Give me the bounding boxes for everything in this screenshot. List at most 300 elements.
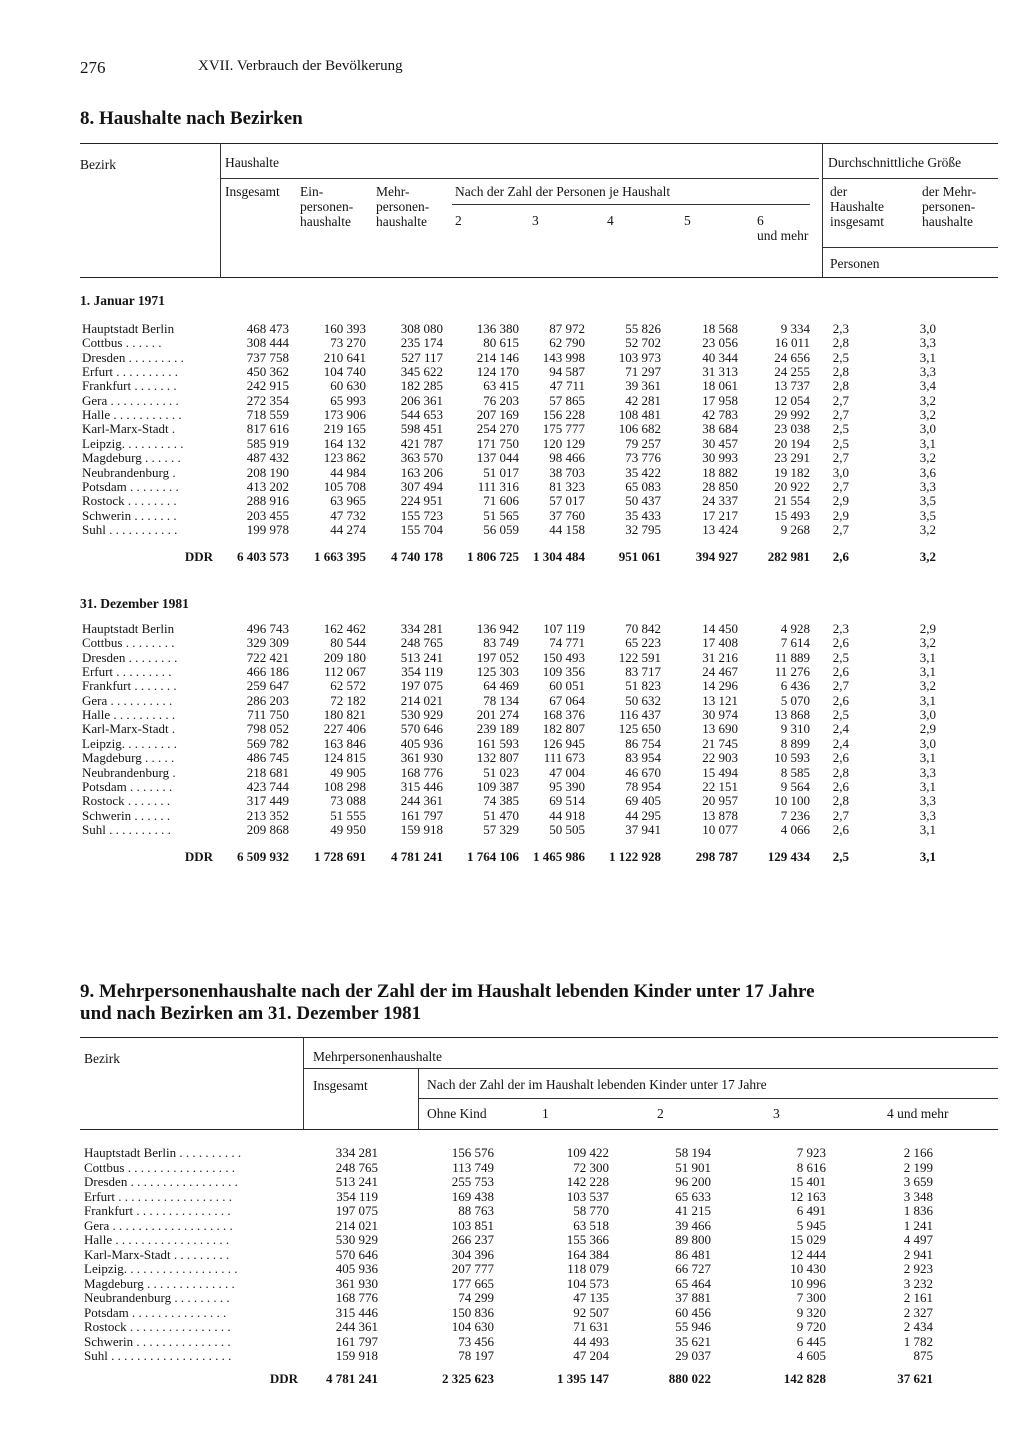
- cell-value: 2,6: [832, 778, 849, 794]
- bezirk-name: Erfurt . . . . . . . . . .: [82, 364, 179, 380]
- cell-value: 164 384: [566, 1246, 609, 1262]
- cell-value: 104 573: [566, 1275, 609, 1291]
- cell-value: 50 505: [549, 821, 585, 837]
- cell-value: 3,3: [919, 364, 936, 380]
- bezirk-name: Schwerin . . . . . .: [82, 807, 171, 823]
- cell-value: 35 422: [625, 464, 661, 480]
- bezirk-name: Frankfurt . . . . . . .: [82, 378, 177, 394]
- cell-value: 83 954: [625, 750, 661, 766]
- cell-value: 334 281: [335, 1145, 378, 1160]
- cell-value: 468 473: [246, 321, 289, 336]
- cell-value: 24 467: [702, 664, 738, 680]
- table8-header-bottom-rule: [80, 277, 998, 278]
- cell-value: 3,1: [919, 692, 936, 708]
- bezirk-name: Magdeburg . . . . . .: [82, 450, 181, 466]
- cell-value: 13 424: [702, 521, 738, 537]
- cell-value: 2,5: [832, 421, 849, 437]
- cell-value: 9 720: [796, 1319, 826, 1334]
- cell-value: 76 203: [483, 392, 519, 408]
- cell-value: 37 881: [675, 1290, 711, 1305]
- cell-value: 3,0: [919, 421, 936, 437]
- cell-value: 218 681: [246, 764, 289, 780]
- cell-value: 70 842: [625, 621, 661, 636]
- cell-value: 9 268: [780, 521, 810, 537]
- total-row: [0, 850, 1024, 864]
- cell-value: 35 433: [625, 507, 661, 523]
- cell-value: 65 223: [625, 635, 661, 651]
- table8-header-p2: 2: [455, 213, 462, 228]
- table-row: [0, 722, 1024, 736]
- table9-header-ohne-kind: Ohne Kind: [427, 1106, 487, 1121]
- cell-value: 248 765: [400, 635, 443, 651]
- cell-value: 18 061: [702, 378, 738, 394]
- cell-value: 361 930: [400, 750, 443, 766]
- cell-value: 168 776: [335, 1290, 378, 1305]
- cell-value: 13 878: [702, 807, 738, 823]
- cell-value: 3,2: [919, 635, 936, 651]
- cell-value: 315 446: [400, 778, 443, 794]
- cell-value: 74 299: [458, 1290, 494, 1305]
- table-row: [0, 451, 1024, 465]
- bezirk-name: Suhl . . . . . . . . . . .: [82, 521, 178, 537]
- cell-value: 15 493: [774, 507, 810, 523]
- cell-value: 513 241: [400, 649, 443, 665]
- cell-value: 9 564: [780, 778, 810, 794]
- cell-value: 30 993: [702, 450, 738, 466]
- table-row: [0, 1248, 1024, 1262]
- cell-value: 2,8: [832, 793, 849, 809]
- cell-value: 3,2: [919, 521, 936, 537]
- table8-section-label: 31. Dezember 1981: [80, 596, 189, 611]
- cell-value: 405 936: [335, 1261, 378, 1276]
- cell-value: 4 740 178: [391, 549, 443, 564]
- cell-value: 94 587: [549, 364, 585, 380]
- cell-value: 345 622: [400, 364, 443, 380]
- cell-value: 2,9: [919, 621, 936, 636]
- cell-value: 65 633: [675, 1188, 711, 1204]
- cell-value: 304 396: [451, 1246, 494, 1262]
- table-row: [0, 1161, 1024, 1175]
- table-row: [0, 1262, 1024, 1276]
- cell-value: 78 954: [625, 778, 661, 794]
- cell-value: 47 732: [330, 507, 366, 523]
- cell-value: 239 189: [476, 721, 519, 737]
- cell-value: 450 362: [246, 364, 289, 380]
- cell-value: 951 061: [618, 549, 661, 564]
- cell-value: 60 051: [549, 678, 585, 694]
- cell-value: 31 313: [702, 364, 738, 380]
- bezirk-name: Potsdam . . . . . . . .: [82, 478, 179, 494]
- cell-value: 3,1: [919, 349, 936, 365]
- cell-value: 28 850: [702, 478, 738, 494]
- cell-value: 2,8: [832, 378, 849, 394]
- cell-value: 17 408: [702, 635, 738, 651]
- cell-value: 111 316: [477, 478, 519, 494]
- table-row: [0, 823, 1024, 837]
- cell-value: 2,6: [832, 549, 849, 564]
- cell-value: 7 923: [796, 1145, 826, 1160]
- cell-value: 11 889: [774, 649, 810, 665]
- cell-value: 51 901: [675, 1159, 711, 1175]
- cell-value: 66 727: [675, 1261, 711, 1276]
- cell-value: 9 320: [796, 1304, 826, 1320]
- bezirk-name: Erfurt . . . . . . . . .: [82, 664, 172, 680]
- table-row: [0, 636, 1024, 650]
- cell-value: 288 916: [246, 493, 289, 509]
- cell-value: 3,1: [919, 750, 936, 766]
- table8-header-bezirk: Bezirk: [80, 157, 116, 172]
- cell-value: 14 450: [702, 621, 738, 636]
- cell-value: 20 922: [774, 478, 810, 494]
- cell-value: 1 836: [903, 1203, 933, 1218]
- cell-value: 3,1: [919, 849, 936, 864]
- cell-value: 124 170: [476, 364, 519, 380]
- cell-value: 125 303: [476, 664, 519, 680]
- cell-value: 206 361: [400, 392, 443, 408]
- cell-value: 20 957: [702, 793, 738, 809]
- bezirk-name: Halle . . . . . . . . . . .: [82, 407, 182, 423]
- cell-value: 2,5: [832, 435, 849, 451]
- cell-value: 71 631: [573, 1319, 609, 1334]
- cell-value: 235 174: [400, 335, 443, 351]
- cell-value: 125 650: [618, 721, 661, 737]
- cell-value: 11 276: [774, 664, 810, 680]
- cell-value: 1 122 928: [609, 849, 661, 864]
- bezirk-name: Leipzig. . . . . . . . .: [82, 735, 177, 751]
- table8-header-divider: [220, 143, 221, 277]
- table9-header-bezirk: Bezirk: [84, 1051, 120, 1066]
- cell-value: 109 387: [476, 778, 519, 794]
- cell-value: 10 996: [790, 1275, 826, 1291]
- table9-header-insgesamt: Insgesamt: [313, 1078, 368, 1093]
- table8-header-haushalte: Haushalte: [225, 155, 279, 170]
- cell-value: 86 754: [625, 735, 661, 751]
- cell-value: 64 469: [483, 678, 519, 694]
- cell-value: 423 744: [246, 778, 289, 794]
- cell-value: 3,3: [919, 764, 936, 780]
- cell-value: 15 029: [790, 1232, 826, 1247]
- cell-value: 199 978: [246, 521, 289, 537]
- table-row: [0, 1219, 1024, 1233]
- cell-value: 169 438: [451, 1188, 494, 1204]
- table9-top-rule: [80, 1037, 998, 1038]
- cell-value: 3,3: [919, 807, 936, 823]
- table9-header-rule: [304, 1068, 998, 1069]
- cell-value: 112 067: [324, 664, 366, 680]
- cell-value: 2 161: [903, 1290, 933, 1305]
- cell-value: 51 470: [483, 807, 519, 823]
- cell-value: 137 044: [476, 450, 519, 466]
- cell-value: 65 083: [625, 478, 661, 494]
- table8-header-divider: [822, 143, 823, 277]
- cell-value: 38 684: [702, 421, 738, 437]
- bezirk-name: Erfurt . . . . . . . . . . . . . . . . . .: [84, 1188, 233, 1204]
- cell-value: 39 361: [625, 378, 661, 394]
- cell-value: 124 815: [323, 750, 366, 766]
- cell-value: 197 052: [476, 649, 519, 665]
- cell-value: 307 494: [400, 478, 443, 494]
- cell-value: 2,7: [832, 407, 849, 423]
- cell-value: 103 537: [566, 1188, 609, 1204]
- cell-value: 3 659: [903, 1174, 933, 1189]
- cell-value: 2,8: [832, 764, 849, 780]
- cell-value: 224 951: [400, 493, 443, 509]
- cell-value: 3,3: [919, 793, 936, 809]
- cell-value: 18 568: [702, 321, 738, 336]
- cell-value: 214 021: [335, 1217, 378, 1233]
- cell-value: 57 329: [483, 821, 519, 837]
- cell-value: 29 037: [675, 1348, 711, 1363]
- cell-value: 209 180: [323, 649, 366, 665]
- cell-value: 105 708: [323, 478, 366, 494]
- cell-value: 108 298: [323, 778, 366, 794]
- cell-value: 168 376: [542, 707, 585, 723]
- cell-value: 4 928: [780, 621, 810, 636]
- cell-value: 58 194: [675, 1145, 711, 1160]
- cell-value: 3,1: [919, 821, 936, 837]
- cell-value: 6 445: [796, 1333, 826, 1349]
- bezirk-name: Magdeburg . . . . . . . . . . . . . .: [84, 1275, 235, 1291]
- cell-value: 334 281: [400, 621, 443, 636]
- cell-value: 3,0: [919, 707, 936, 723]
- table8-header-mehrpersonen: Mehr- personen- haushalte: [376, 184, 430, 229]
- cell-value: 2,6: [832, 750, 849, 766]
- table-row: [0, 1277, 1024, 1291]
- cell-value: 3,5: [919, 507, 936, 523]
- table-row: [0, 751, 1024, 765]
- cell-value: 486 745: [246, 750, 289, 766]
- cell-value: 142 828: [783, 1371, 826, 1386]
- cell-value: 10 100: [774, 793, 810, 809]
- cell-value: 182 807: [542, 721, 585, 737]
- cell-value: 2 199: [903, 1159, 933, 1175]
- cell-value: 37 941: [625, 821, 661, 837]
- cell-value: 56 059: [483, 521, 519, 537]
- cell-value: 4 781 241: [326, 1371, 378, 1386]
- table8-title: 8. Haushalte nach Bezirken: [80, 108, 303, 129]
- cell-value: 496 743: [246, 621, 289, 636]
- cell-value: 67 064: [549, 692, 585, 708]
- bezirk-name: Magdeburg . . . . .: [82, 750, 175, 766]
- table8-header-insgesamt: Insgesamt: [225, 184, 280, 199]
- cell-value: 2,7: [832, 478, 849, 494]
- bezirk-name: Cottbus . . . . . .: [82, 335, 162, 351]
- cell-value: 2,6: [832, 692, 849, 708]
- chapter-title: XVII. Verbrauch der Bevölkerung: [198, 58, 403, 74]
- cell-value: 880 022: [668, 1371, 711, 1386]
- cell-value: 44 295: [625, 807, 661, 823]
- cell-value: 71 297: [625, 364, 661, 380]
- bezirk-name: Dresden . . . . . . . . . . . . . . . . .: [84, 1174, 238, 1189]
- cell-value: 155 704: [400, 521, 443, 537]
- cell-value: 89 800: [675, 1232, 711, 1247]
- cell-value: 2,5: [832, 849, 849, 864]
- cell-value: 136 380: [476, 321, 519, 336]
- cell-value: 585 919: [246, 435, 289, 451]
- cell-value: 63 518: [573, 1217, 609, 1233]
- cell-value: 1 465 986: [533, 849, 585, 864]
- cell-value: 98 466: [549, 450, 585, 466]
- cell-value: 23 291: [774, 450, 810, 466]
- cell-value: 73 456: [458, 1333, 494, 1349]
- cell-value: 4 066: [780, 821, 810, 837]
- cell-value: 308 080: [400, 321, 443, 336]
- cell-value: 1 764 106: [467, 849, 519, 864]
- cell-value: 12 054: [774, 392, 810, 408]
- cell-value: 3,1: [919, 649, 936, 665]
- cell-value: 40 344: [702, 349, 738, 365]
- cell-value: 44 493: [573, 1333, 609, 1349]
- cell-value: 177 665: [451, 1275, 494, 1291]
- cell-value: 42 281: [625, 392, 661, 408]
- table9-header-k4: 4 und mehr: [887, 1106, 949, 1121]
- cell-value: 104 740: [323, 364, 366, 380]
- cell-value: 286 203: [246, 692, 289, 708]
- cell-value: 2,3: [832, 321, 849, 336]
- cell-value: 2,6: [832, 664, 849, 680]
- cell-value: 9 310: [780, 721, 810, 737]
- cell-value: 207 169: [476, 407, 519, 423]
- table-row: [0, 365, 1024, 379]
- table9-header-rule: [419, 1098, 998, 1099]
- cell-value: 1 241: [903, 1217, 933, 1233]
- cell-value: 272 354: [246, 392, 289, 408]
- cell-value: 156 228: [542, 407, 585, 423]
- table9-header-mehrpersonen: Mehrpersonenhaushalte: [313, 1049, 442, 1064]
- cell-value: 92 507: [573, 1304, 609, 1320]
- bezirk-name: Schwerin . . . . . . .: [82, 507, 177, 523]
- cell-value: 2 434: [903, 1319, 933, 1334]
- cell-value: 2,4: [832, 721, 849, 737]
- cell-value: 24 656: [774, 349, 810, 365]
- cell-value: 2,3: [832, 621, 849, 636]
- cell-value: 10 077: [702, 821, 738, 837]
- cell-value: 214 146: [476, 349, 519, 365]
- cell-value: 2 327: [903, 1304, 933, 1320]
- cell-value: 711 750: [247, 707, 289, 723]
- cell-value: 2,9: [919, 721, 936, 737]
- cell-value: 51 823: [625, 678, 661, 694]
- cell-value: 155 366: [566, 1232, 609, 1247]
- cell-value: 244 361: [400, 793, 443, 809]
- cell-value: 37 621: [897, 1371, 933, 1386]
- table-row: [0, 1233, 1024, 1247]
- cell-value: 30 457: [702, 435, 738, 451]
- cell-value: 37 760: [549, 507, 585, 523]
- bezirk-name: Karl-Marx-Stadt .: [82, 421, 176, 437]
- cell-value: 2,7: [832, 392, 849, 408]
- cell-value: 14 296: [702, 678, 738, 694]
- cell-value: 35 621: [675, 1333, 711, 1349]
- cell-value: 63 415: [483, 378, 519, 394]
- cell-value: 3,2: [919, 549, 936, 564]
- cell-value: 87 972: [549, 321, 585, 336]
- cell-value: 1 663 395: [314, 549, 366, 564]
- cell-value: 6 491: [796, 1203, 826, 1218]
- total-row: [0, 550, 1024, 564]
- cell-value: 18 882: [702, 464, 738, 480]
- cell-value: 73 088: [330, 793, 366, 809]
- cell-value: 315 446: [335, 1304, 378, 1320]
- table-row: [0, 737, 1024, 751]
- cell-value: 544 653: [400, 407, 443, 423]
- cell-value: 1 806 725: [467, 549, 519, 564]
- cell-value: 354 119: [401, 664, 443, 680]
- cell-value: 3,5: [919, 493, 936, 509]
- table-row: [0, 1306, 1024, 1320]
- cell-value: 44 274: [330, 521, 366, 537]
- bezirk-name: Rostock . . . . . . . . . . . . . . . .: [84, 1319, 231, 1334]
- bezirk-name: Neubrandenburg .: [82, 464, 176, 480]
- table8-header-rule: [221, 178, 819, 179]
- cell-value: 65 993: [330, 392, 366, 408]
- cell-value: 2,5: [832, 649, 849, 665]
- cell-value: 798 052: [246, 721, 289, 737]
- cell-value: 60 456: [675, 1304, 711, 1320]
- cell-value: 13 737: [774, 378, 810, 394]
- cell-value: 15 401: [790, 1174, 826, 1189]
- cell-value: 47 711: [549, 378, 585, 394]
- cell-value: 29 992: [774, 407, 810, 423]
- bezirk-name: Leipzig. . . . . . . . . .: [82, 435, 184, 451]
- cell-value: 69 514: [549, 793, 585, 809]
- bezirk-name: Cottbus . . . . . . . . . . . . . . . . .: [84, 1159, 235, 1175]
- cell-value: 3,1: [919, 778, 936, 794]
- cell-value: 30 974: [702, 707, 738, 723]
- table-row: [0, 679, 1024, 693]
- table-row: [0, 651, 1024, 665]
- cell-value: 171 750: [476, 435, 519, 451]
- cell-value: 308 444: [246, 335, 289, 351]
- cell-value: 6 403 573: [237, 549, 289, 564]
- cell-value: 203 455: [246, 507, 289, 523]
- table8-header-avg-all: der Haushalte insgesamt: [830, 184, 884, 229]
- cell-value: 74 385: [483, 793, 519, 809]
- bezirk-name: Gera . . . . . . . . . . .: [82, 392, 179, 408]
- cell-value: 47 135: [573, 1290, 609, 1305]
- cell-value: 5 070: [780, 692, 810, 708]
- table-row: [0, 766, 1024, 780]
- cell-value: 2,9: [832, 507, 849, 523]
- cell-value: 162 462: [323, 621, 366, 636]
- cell-value: 163 206: [400, 464, 443, 480]
- cell-value: 182 285: [400, 378, 443, 394]
- cell-value: 317 449: [246, 793, 289, 809]
- table-row: [0, 408, 1024, 422]
- cell-value: 259 647: [246, 678, 289, 694]
- cell-value: 21 554: [774, 493, 810, 509]
- cell-value: 156 576: [451, 1145, 494, 1160]
- cell-value: 1 395 147: [557, 1371, 609, 1386]
- table8-header-avg: Durchschnittliche Größe: [828, 155, 962, 170]
- table8-header-einpersonen: Ein- personen- haushalte: [300, 184, 354, 229]
- cell-value: 197 075: [335, 1203, 378, 1218]
- cell-value: 8 899: [780, 735, 810, 751]
- cell-value: 3,4: [919, 378, 936, 394]
- cell-value: 570 646: [335, 1246, 378, 1262]
- cell-value: 164 132: [323, 435, 366, 451]
- bezirk-name: Dresden . . . . . . . . .: [82, 349, 184, 365]
- cell-value: 155 723: [400, 507, 443, 523]
- bezirk-name: Hauptstadt Berlin . . . . . . . . . .: [84, 1145, 242, 1160]
- cell-value: 13 121: [702, 692, 738, 708]
- cell-value: 88 763: [458, 1203, 494, 1218]
- cell-value: 12 444: [790, 1246, 826, 1262]
- bezirk-name: Neubrandenburg . . . . . . . . .: [84, 1290, 230, 1305]
- bezirk-name: Hauptstadt Berlin: [82, 321, 175, 336]
- table-row: [0, 1190, 1024, 1204]
- cell-value: 78 197: [458, 1348, 494, 1363]
